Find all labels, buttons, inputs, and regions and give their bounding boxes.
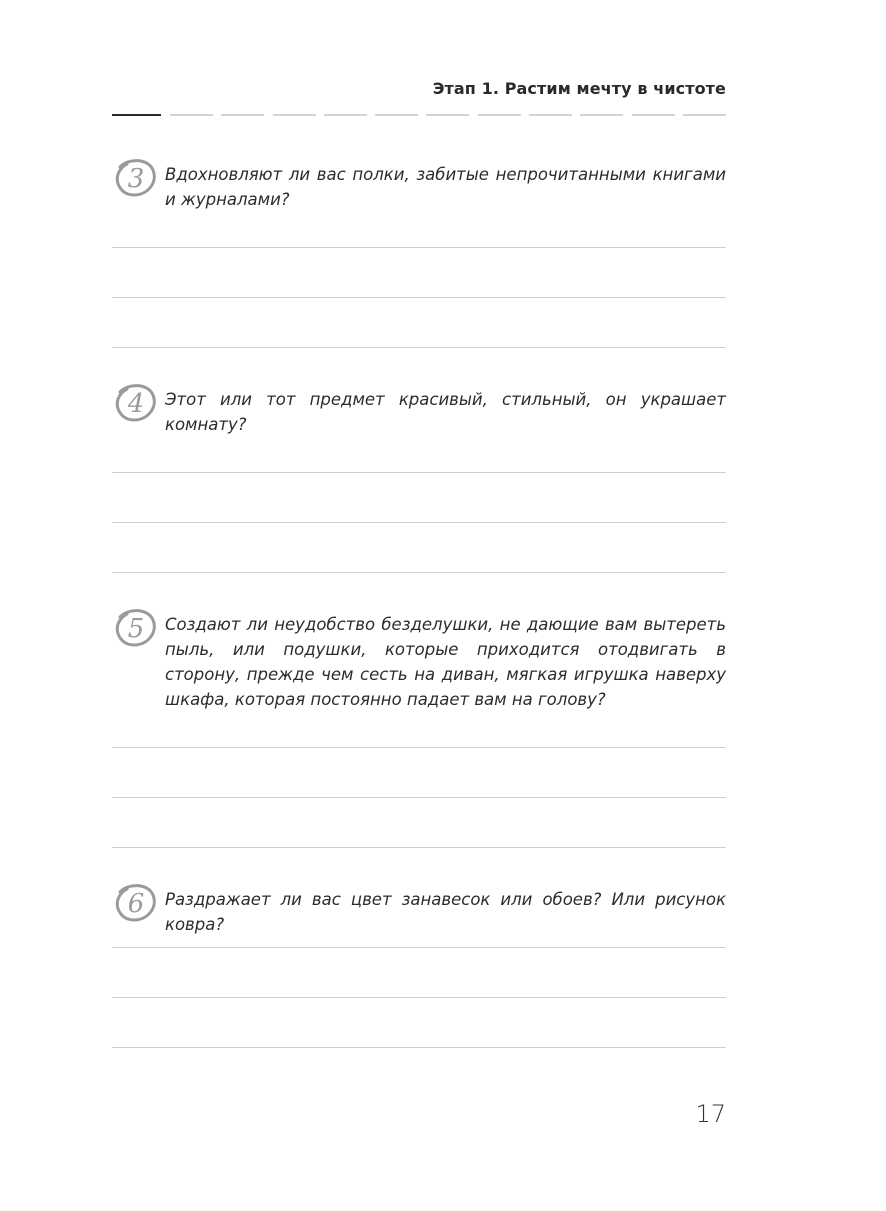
progress-segment-4 — [273, 114, 316, 116]
progress-segment-11 — [632, 114, 675, 116]
answer-line[interactable] — [112, 522, 726, 523]
question-text: Создают ли неудобство безделушки, не дающие вам вытереть пыль, или подушки, которые приходится отодвигать в сторону, прежде чем сесть на диван, мягкая игрушка наверху шкафа, которая постоянно падает вам на голову? — [165, 615, 726, 709]
progress-segment-7 — [426, 114, 469, 116]
progress-segment-10 — [580, 114, 623, 116]
question-number-badge — [112, 879, 160, 927]
question-number-badge — [112, 604, 160, 652]
hand-drawn-circle-icon — [112, 154, 160, 202]
progress-segment-6 — [375, 114, 418, 116]
progress-segment-8 — [478, 114, 521, 116]
hand-drawn-circle-icon — [112, 604, 160, 652]
question-3 — [112, 162, 726, 212]
question-number: 5 — [127, 614, 145, 644]
question-number-badge — [112, 154, 160, 202]
question-4 — [112, 387, 726, 437]
answer-line[interactable] — [112, 797, 726, 798]
chapter-progress-bar — [112, 114, 726, 117]
answer-line[interactable] — [112, 347, 726, 348]
question-text: Этот или тот предмет красивый, стильный, он украшает комнату? — [165, 390, 726, 434]
question-number: 3 — [127, 164, 145, 194]
page-number: 17 — [695, 1100, 726, 1128]
answer-line[interactable] — [112, 572, 726, 573]
progress-segment-2 — [170, 114, 213, 116]
answer-line[interactable] — [112, 747, 726, 748]
question-5 — [112, 612, 726, 712]
question-number-badge — [112, 379, 160, 427]
question-6 — [112, 887, 726, 937]
hand-drawn-circle-icon — [112, 379, 160, 427]
progress-segment-5 — [324, 114, 367, 116]
question-number: 6 — [127, 889, 145, 919]
hand-drawn-circle-icon — [112, 879, 160, 927]
chapter-title: Этап 1. Растим мечту в чистоте — [432, 79, 726, 98]
answer-line[interactable] — [112, 247, 726, 248]
progress-segment-3 — [221, 114, 264, 116]
question-number: 4 — [127, 389, 145, 419]
progress-segment-1 — [112, 114, 161, 116]
progress-segment-9 — [529, 114, 572, 116]
answer-line[interactable] — [112, 472, 726, 473]
question-text: Раздражает ли вас цвет занавесок или обоев? Или рисунок ковра? — [165, 890, 726, 934]
answer-line[interactable] — [112, 1047, 726, 1048]
progress-segment-12 — [683, 114, 726, 116]
answer-line[interactable] — [112, 847, 726, 848]
answer-line[interactable] — [112, 297, 726, 298]
answer-line[interactable] — [112, 947, 726, 948]
question-text: Вдохновляют ли вас полки, забитые непрочитанными книгами и журналами? — [165, 165, 726, 209]
answer-line[interactable] — [112, 997, 726, 998]
